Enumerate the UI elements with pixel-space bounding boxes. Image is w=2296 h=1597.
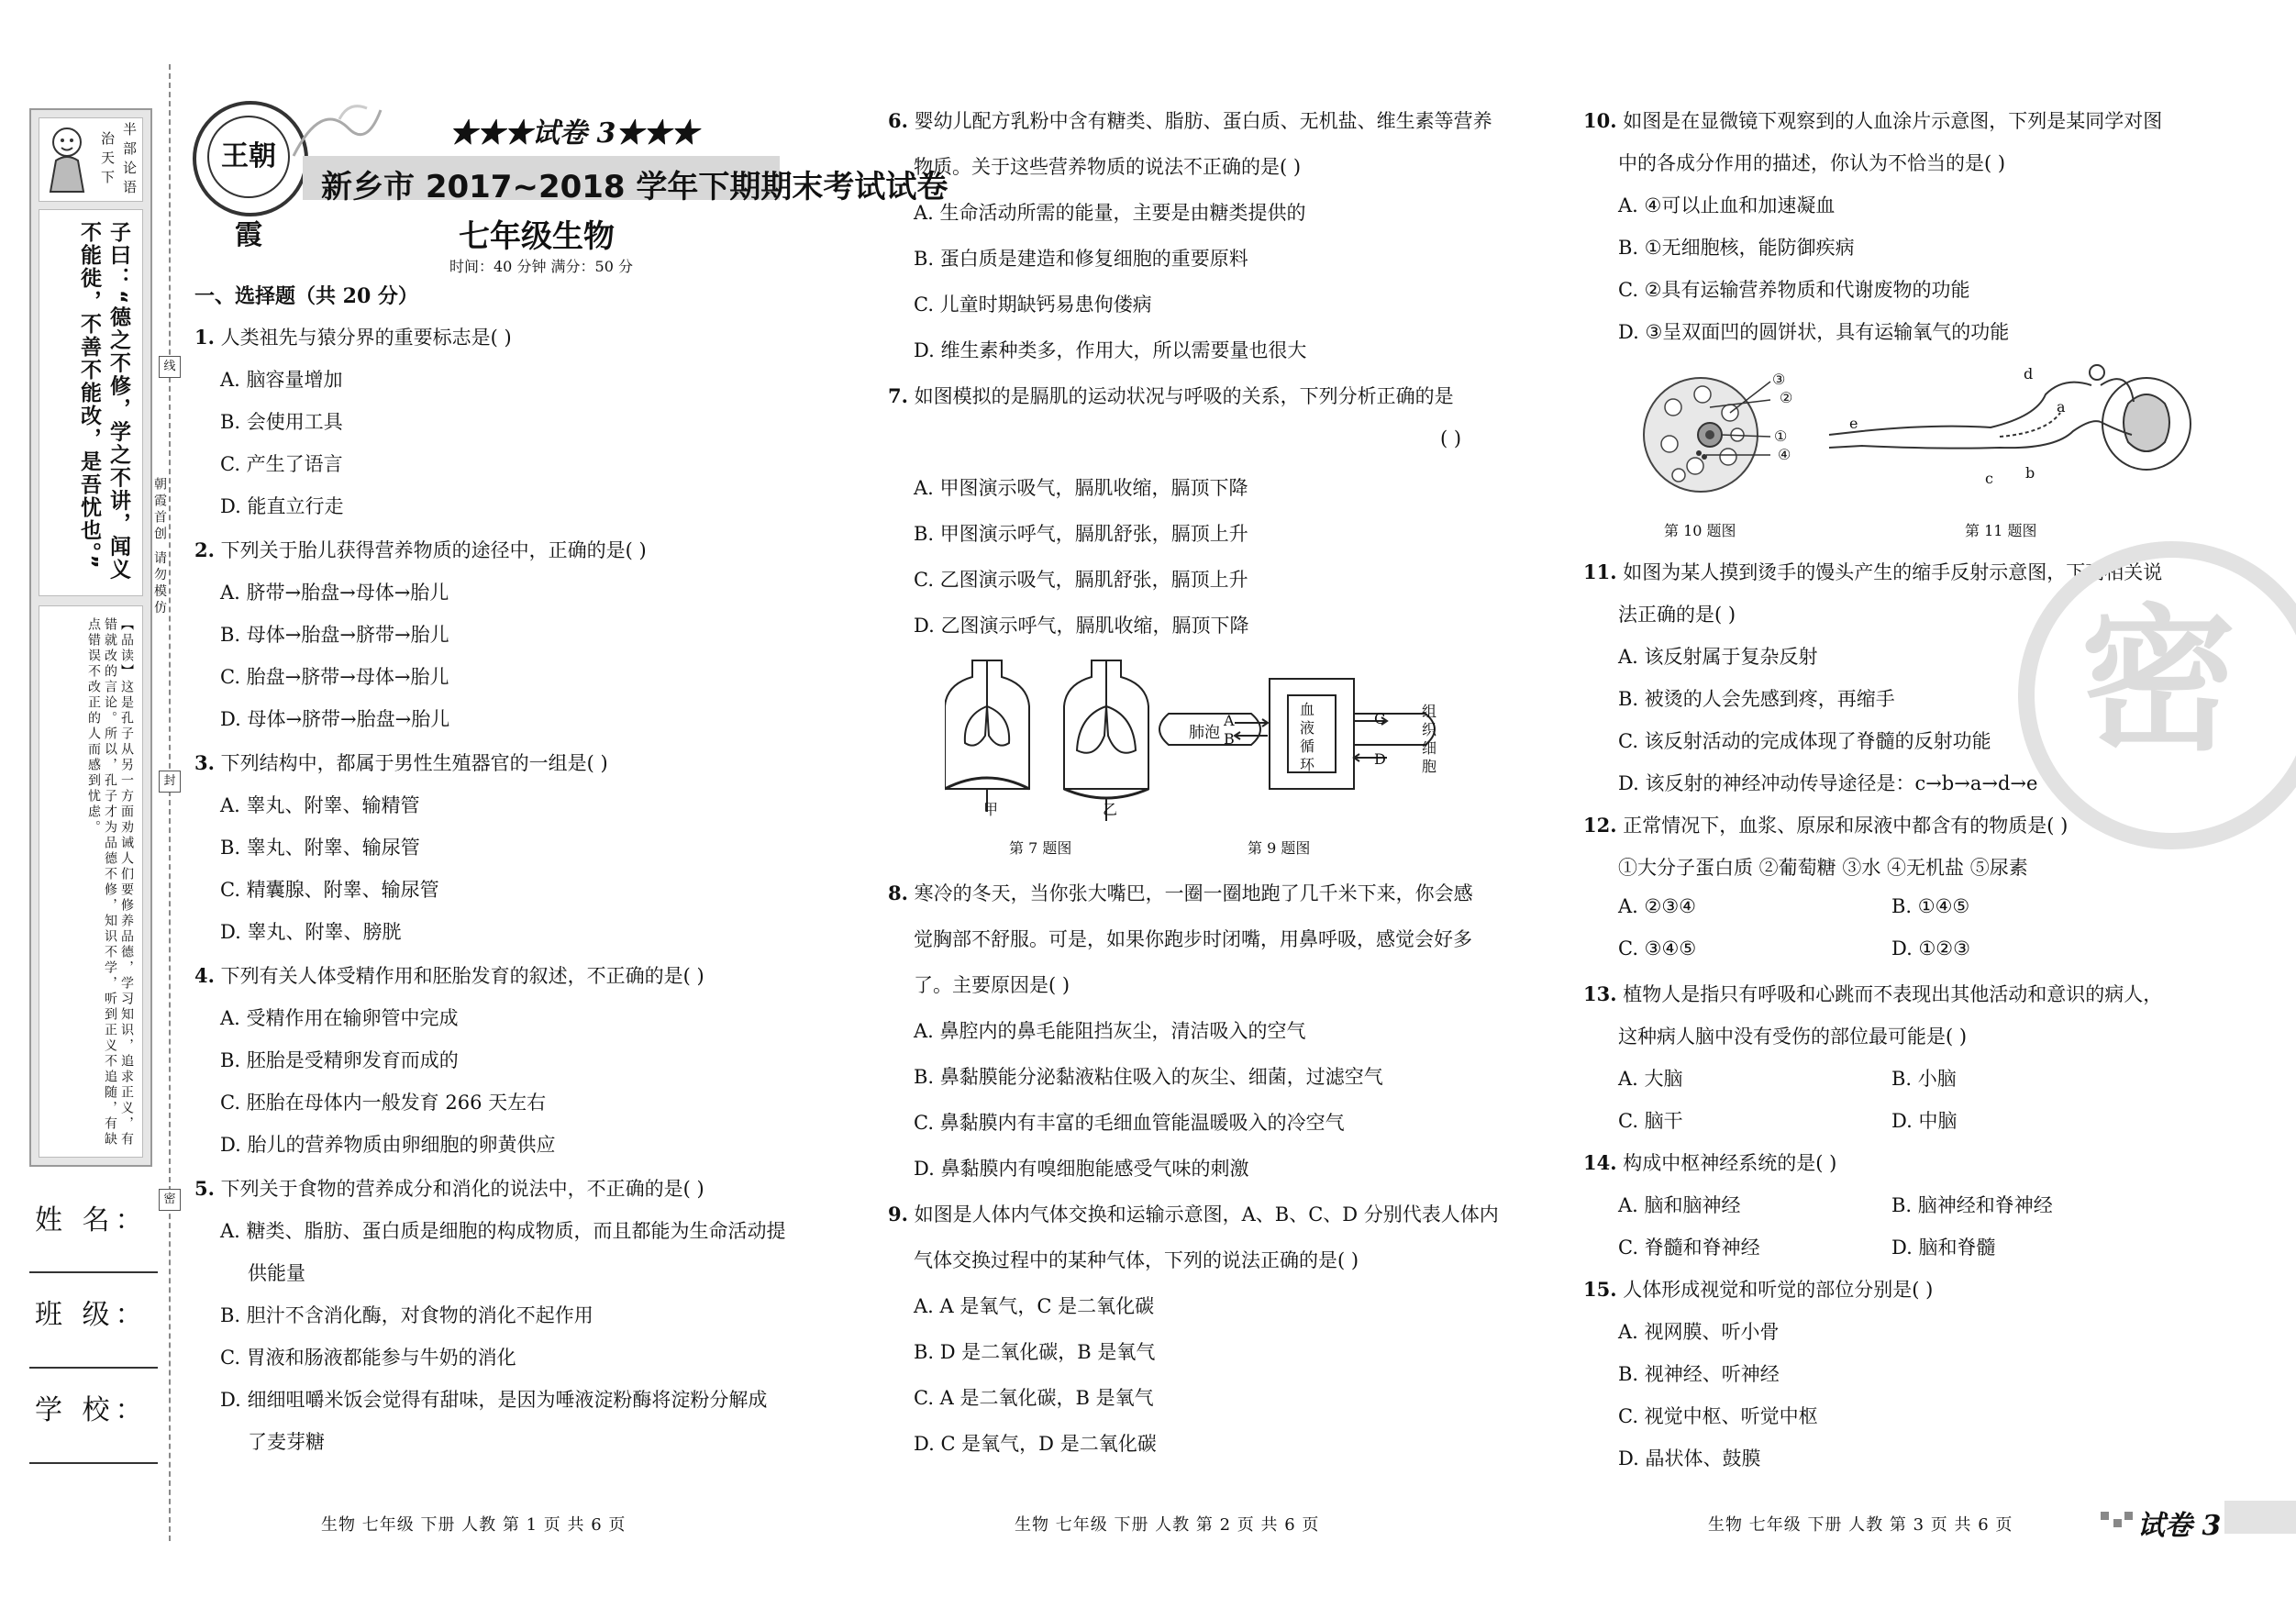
q12-option-b[interactable]: B. ①④⑤ <box>1891 895 1970 917</box>
q6-option-d[interactable]: D. 维生素种类多，作用大，所以需要量也很大 <box>914 339 1307 361</box>
q2-option-a[interactable]: A. 脐带→胎盘→母体→胎儿 <box>220 582 449 604</box>
question-2: 2. 下列关于胎儿获得营养物质的途径中，正确的是( ) <box>194 538 647 561</box>
class-label: 班 级： <box>35 1299 149 1331</box>
confucius-quote: 子曰：“德之不修，学之不讲，闻义不能徙，不善不能改，是吾忧也。” <box>77 221 130 582</box>
page-footer-3: 生物 七年级 下册 人教 第 3 页 共 6 页 <box>1708 1515 2013 1535</box>
q12-option-c[interactable]: C. ③④⑤ <box>1618 937 1697 959</box>
question-5: 5. 下列关于食物的营养成分和消化的说法中，不正确的是( ) <box>194 1177 704 1200</box>
cut-mark-secret: 密 <box>159 1189 181 1211</box>
figure-10-label-3: ③ <box>1772 371 1786 388</box>
q14-option-a[interactable]: A. 脑和脑神经 <box>1618 1194 1741 1216</box>
secret-watermark <box>2018 541 2296 849</box>
figure-10-diagram <box>1642 367 1816 505</box>
q15-option-a[interactable]: A. 视网膜、听小骨 <box>1618 1321 1780 1343</box>
cartoon-figure-icon <box>43 124 91 194</box>
question-3: 3. 下列结构中，都属于男性生殖器官的一组是( ) <box>194 751 608 774</box>
figure-7-label-jia: 甲 <box>983 801 999 818</box>
figure-11-label-c: c <box>1985 470 1993 487</box>
q13-option-b[interactable]: B. 小脑 <box>1891 1068 1957 1090</box>
page-footer-1: 生物 七年级 下册 人教 第 1 页 共 6 页 <box>321 1515 627 1535</box>
figure-10-label-4: ④ <box>1778 446 1791 463</box>
q8-option-b[interactable]: B. 鼻黏膜能分泌黏液粘住吸入的灰尘、细菌，过滤空气 <box>914 1066 1383 1088</box>
watermark-text: 密 <box>2080 591 2236 772</box>
q1-option-c[interactable]: C. 产生了语言 <box>220 453 343 475</box>
bell-jar-jia <box>945 660 1029 812</box>
page-footer-2: 生物 七年级 下册 人教 第 2 页 共 6 页 <box>1015 1515 1320 1535</box>
q14-option-c[interactable]: C. 脊髓和脊神经 <box>1618 1237 1760 1259</box>
q13-option-a[interactable]: A. 大脑 <box>1618 1068 1683 1090</box>
q6-option-b[interactable]: B. 蛋白质是建造和修复细胞的重要原料 <box>914 248 1248 270</box>
q1-option-d[interactable]: D. 能直立行走 <box>220 495 344 517</box>
q1-option-a[interactable]: A. 脑容量增加 <box>220 369 343 391</box>
q5-option-d-cont: 了麦芽糖 <box>248 1431 325 1453</box>
question-8-cont-2: 了。主要原因是( ) <box>914 974 1070 996</box>
figure-9-letter-b: B <box>1224 730 1235 748</box>
q4-option-b[interactable]: B. 胚胎是受精卵发育而成的 <box>220 1049 459 1071</box>
section-heading: 一、选择题（共 20 分） <box>194 284 418 308</box>
school-label: 学 校： <box>35 1394 149 1426</box>
ribbon-decoration-icon <box>284 92 385 165</box>
q5-option-d[interactable]: D. 细细咀嚼米饭会觉得有甜味，是因为唾液淀粉酶将淀粉分解成 <box>220 1389 768 1411</box>
figure-10-label-2: ② <box>1780 389 1793 406</box>
motto-line-2: 治天下 <box>99 131 116 189</box>
question-6-cont: 物质。关于这些营养物质的说法不正确的是( ) <box>914 156 1302 178</box>
question-7-answer-blank[interactable]: ( ) <box>1440 427 1462 449</box>
figure-9-alveoli: 肺泡 <box>1189 724 1220 742</box>
q7-option-c[interactable]: C. 乙图演示吸气，膈肌舒张，膈顶上升 <box>914 569 1248 591</box>
q4-option-c[interactable]: C. 胚胎在母体内一般发育 266 天左右 <box>220 1092 547 1114</box>
q12-option-d[interactable]: D. ①②③ <box>1891 937 1970 959</box>
figure-11-caption: 第 11 题图 <box>1965 522 2037 539</box>
figure-7-label-yi: 乙 <box>1103 801 1118 818</box>
q8-option-a[interactable]: A. 鼻腔内的鼻毛能阻挡灰尘，清洁吸入的空气 <box>914 1020 1306 1042</box>
question-13: 13. 植物人是指只有呼吸和心跳而不表现出其他活动和意识的病人， <box>1583 982 2163 1005</box>
fold-line <box>169 64 171 1541</box>
q11-option-b[interactable]: B. 被烫的人会先感到疼，再缩手 <box>1618 688 1895 710</box>
exam-number: ★★★试卷 3★★★ <box>449 117 699 150</box>
q5-option-a[interactable]: A. 糖类、脂肪、蛋白质是细胞的构成物质，而且都能为生命活动提 <box>220 1220 786 1242</box>
q1-option-b[interactable]: B. 会使用工具 <box>220 411 343 433</box>
q10-option-d[interactable]: D. ③呈双面凹的圆饼状，具有运输氧气的功能 <box>1618 321 2010 343</box>
question-7: 7. 如图模拟的是膈肌的运动状况与呼吸的关系，下列分析正确的是 <box>888 384 1454 407</box>
q9-option-d[interactable]: D. C 是氧气，D 是二氧化碳 <box>914 1433 1157 1455</box>
q2-option-b[interactable]: B. 母体→胎盘→脐带→胎儿 <box>220 624 449 646</box>
q4-option-a[interactable]: A. 受精作用在输卵管中完成 <box>220 1007 459 1029</box>
question-12-items: ①大分子蛋白质 ②葡萄糖 ③水 ④无机盐 ⑤尿素 <box>1618 857 2028 879</box>
exam-title: 新乡市 2017~2018 学年下期期末考试试卷 <box>321 169 948 205</box>
q6-option-a[interactable]: A. 生命活动所需的能量，主要是由糖类提供的 <box>914 202 1306 224</box>
q5-option-a-cont: 供能量 <box>248 1262 305 1284</box>
figure-9-letter-d: D <box>1374 750 1386 768</box>
figure-11-label-e: e <box>1849 415 1858 432</box>
name-label: 姓 名： <box>35 1204 149 1237</box>
q11-option-d[interactable]: D. 该反射的神经冲动传导途径是：c→b→a→d→e <box>1618 772 2038 794</box>
q14-option-b[interactable]: B. 脑神经和脊神经 <box>1891 1194 2053 1216</box>
time-info: 时间：40 分钟 满分：50 分 <box>449 258 633 275</box>
question-9: 9. 如图是人体内气体交换和运输示意图，A、B、C、D 分别代表人体内 <box>888 1203 1499 1225</box>
figure-11-diagram <box>1825 358 2211 505</box>
reading-note: 【品读】这是孔子从另一方面劝诫人们要修养品德，学习知识，追求正义，有错就改的言论。所以，孔子才为品德不修，知识不学，听到正义不追随，有缺点错误不改正的人而感到忧虑。 <box>86 617 134 1148</box>
q9-option-a[interactable]: A. A 是氧气，C 是二氧化碳 <box>914 1295 1155 1317</box>
question-15: 15. 人体形成视觉和听觉的部位分别是( ) <box>1583 1278 1934 1301</box>
decor-square-3 <box>2124 1512 2133 1520</box>
reading-box <box>39 605 143 1158</box>
question-1: 1. 人类祖先与猿分界的重要标志是( ) <box>194 326 512 349</box>
figure-10-label-1: ① <box>1774 427 1788 445</box>
q8-option-c[interactable]: C. 鼻黏膜内有丰富的毛细血管能温暖吸入的冷空气 <box>914 1112 1345 1134</box>
motto-box <box>39 117 143 202</box>
motto-line-1: 半部论语 <box>121 122 138 199</box>
question-6: 6. 婴幼儿配方乳粉中含有糖类、脂肪、蛋白质、无机盐、维生素等营养 <box>888 109 1492 132</box>
q10-option-c[interactable]: C. ②具有运输营养物质和代谢废物的功能 <box>1618 279 1970 301</box>
exam-corner-label: 试卷 3 <box>2137 1510 2222 1542</box>
q2-option-c[interactable]: C. 胎盘→脐带→母体→胎儿 <box>220 666 449 688</box>
question-11: 11. 如图为某人摸到烫手的馒头产生的缩手反射示意图，下列相关说 <box>1583 560 2163 583</box>
question-9-cont: 气体交换过程中的某种气体，下列的说法正确的是( ) <box>914 1249 1359 1271</box>
q12-option-a[interactable]: A. ②③④ <box>1618 895 1696 917</box>
q7-option-d[interactable]: D. 乙图演示呼气，膈肌收缩，膈顶下降 <box>914 615 1249 637</box>
question-4: 4. 下列有关人体受精作用和胚胎发育的叙述，不正确的是( ) <box>194 964 704 987</box>
q4-option-d[interactable]: D. 胎儿的营养物质由卵细胞的卵黄供应 <box>220 1134 556 1156</box>
margin-strip <box>29 108 152 1167</box>
figure-11-label-a: a <box>2057 398 2066 416</box>
logo-text: 王朝霞 <box>207 116 290 198</box>
q13-option-c[interactable]: C. 脑干 <box>1618 1110 1683 1132</box>
q3-option-d[interactable]: D. 睾丸、附睾、膀胱 <box>220 921 402 943</box>
figure-9-blood-circulation: 血 液 循 环 <box>1299 701 1314 773</box>
cut-mark-line: 线 <box>159 356 181 378</box>
corner-bar <box>2224 1501 2296 1534</box>
q9-option-b[interactable]: B. D 是二氧化碳，B 是氧气 <box>914 1341 1156 1363</box>
q7-option-a[interactable]: A. 甲图演示吸气，膈肌收缩，膈顶下降 <box>914 477 1248 499</box>
question-13-cont: 这种病人脑中没有受伤的部位最可能是( ) <box>1618 1026 1968 1048</box>
question-10: 10. 如图是在显微镜下观察到的人血涂片示意图，下列是某同学对图 <box>1583 109 2163 132</box>
figure-7-caption: 第 7 题图 <box>1009 839 1072 857</box>
bell-jar-yi <box>1064 660 1148 821</box>
figure-11-label-b: b <box>2025 464 2035 482</box>
quote-box <box>39 209 143 596</box>
q3-option-c[interactable]: C. 精囊腺、附睾、输尿管 <box>220 879 439 901</box>
name-line[interactable] <box>29 1271 158 1273</box>
q3-option-a[interactable]: A. 睾丸、附睾、输精管 <box>220 794 420 816</box>
q7-option-b[interactable]: B. 甲图演示呼气，膈肌舒张，膈顶上升 <box>914 523 1248 545</box>
copyright-note: 朝霞首创 请勿模仿 <box>152 477 167 617</box>
q10-option-a[interactable]: A. ④可以止血和加速凝血 <box>1618 194 1836 216</box>
q8-option-d[interactable]: D. 鼻黏膜内有嗅细胞能感受气味的刺激 <box>914 1158 1249 1180</box>
figure-9-letter-c: C <box>1374 710 1386 727</box>
figure-10-caption: 第 10 题图 <box>1664 522 1736 539</box>
figure-11-label-d: d <box>2024 365 2034 383</box>
figure-9-caption: 第 9 题图 <box>1248 839 1311 857</box>
q13-option-d[interactable]: D. 中脑 <box>1891 1110 1958 1132</box>
q5-option-b[interactable]: B. 胆汁不含消化酶，对食物的消化不起作用 <box>220 1304 593 1326</box>
q15-option-b[interactable]: B. 视神经、听神经 <box>1618 1363 1780 1385</box>
figure-9-letter-a: A <box>1224 712 1235 729</box>
q2-option-d[interactable]: D. 母体→脐带→胎盘→胎儿 <box>220 708 450 730</box>
question-8: 8. 寒冷的冬天，当你张大嘴巴，一圈一圈地跑了几千米下来，你会感 <box>888 882 1473 904</box>
question-8-cont-1: 觉胸部不舒服。可是，如果你跑步时闭嘴，用鼻呼吸，感觉会好多 <box>914 928 1472 950</box>
decor-square-1 <box>2101 1512 2109 1520</box>
q11-option-a[interactable]: A. 该反射属于复杂反射 <box>1618 646 1818 668</box>
cut-mark-seal: 封 <box>159 771 181 793</box>
class-line[interactable] <box>29 1367 158 1369</box>
q6-option-c[interactable]: C. 儿童时期缺钙易患佝偻病 <box>914 294 1152 316</box>
question-11-cont: 法正确的是( ) <box>1618 604 1736 626</box>
question-14: 14. 构成中枢神经系统的是( ) <box>1583 1151 1837 1174</box>
question-10-cont: 中的各成分作用的描述，你认为不恰当的是( ) <box>1618 152 2006 174</box>
q5-option-c[interactable]: C. 胃液和肠液都能参与牛奶的消化 <box>220 1347 516 1369</box>
subject-title: 七年级生物 <box>459 218 615 255</box>
school-line[interactable] <box>29 1462 158 1464</box>
q3-option-b[interactable]: B. 睾丸、附睾、输尿管 <box>220 837 420 859</box>
q11-option-c[interactable]: C. 该反射活动的完成体现了脊髓的反射功能 <box>1618 730 1991 752</box>
decor-square-2 <box>2113 1519 2122 1527</box>
q14-option-d[interactable]: D. 脑和脊髓 <box>1891 1237 1996 1259</box>
q15-option-d[interactable]: D. 晶状体、鼓膜 <box>1618 1447 1761 1469</box>
q9-option-c[interactable]: C. A 是二氧化碳，B 是氧气 <box>914 1387 1154 1409</box>
q15-option-c[interactable]: C. 视觉中枢、听觉中枢 <box>1618 1405 1818 1427</box>
figure-9-tissue-cells: 组 织 细 胞 <box>1421 703 1436 775</box>
question-12: 12. 正常情况下，血浆、原尿和尿液中都含有的物质是( ) <box>1583 814 2069 837</box>
figure-7-diagram <box>945 651 1156 826</box>
q10-option-b[interactable]: B. ①无细胞核，能防御疾病 <box>1618 237 1855 259</box>
